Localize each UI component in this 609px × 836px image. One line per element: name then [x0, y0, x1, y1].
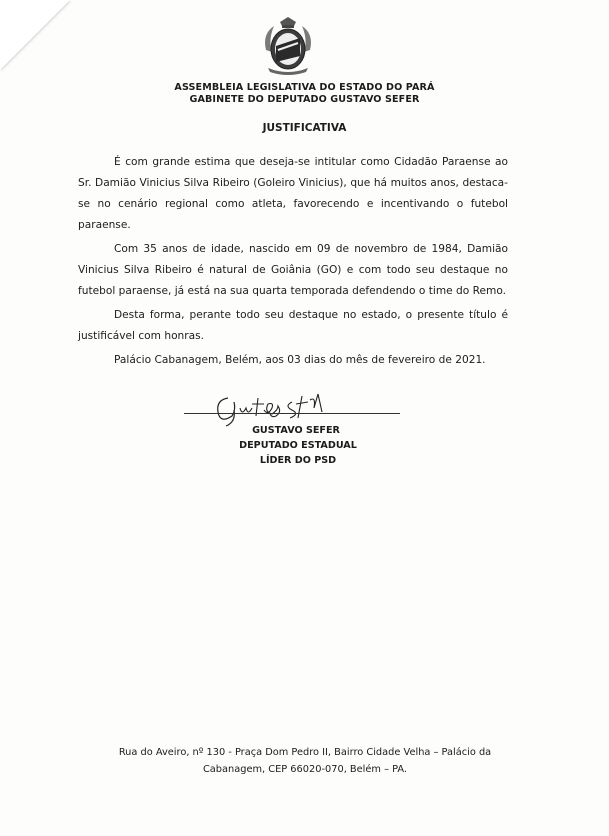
signature-line: [184, 413, 400, 414]
assembly-name: ASSEMBLEIA LEGISLATIVA DO ESTADO DO PARÁ: [174, 82, 435, 93]
page-corner-fold: [0, 0, 70, 70]
office-name: GABINETE DO DEPUTADO GUSTAVO SEFER: [189, 94, 420, 105]
handwritten-signature: [206, 388, 356, 428]
paragraph-bio: Com 35 anos de idade, nascido em 09 de novembro de 1984, Damião Vinicius Silva Ribeiro é natural de Goiânia (GO) e com todo seu destaque no futebol paraense, já está na sua quarta temporada defendendo o time do Remo.: [78, 243, 508, 297]
footer-address-line2: Cabanagem, CEP 66020-070, Belém – PA.: [202, 764, 408, 775]
signer-party-role: LÍDER DO PSD: [259, 455, 337, 466]
signer-name: GUSTAVO SEFER: [252, 425, 340, 436]
paragraph-place-date: Palácio Cabanagem, Belém, aos 03 dias do mês de fevereiro de 2021.: [114, 354, 486, 366]
paragraph-conclusion: Desta forma, perante todo seu destaque no estado, o presente título é justificável com honras.: [78, 309, 508, 342]
signer-role: DEPUTADO ESTADUAL: [239, 440, 357, 451]
state-crest-icon: [258, 16, 318, 78]
document-body: [78, 152, 508, 374]
paragraph-intro: É com grande estima que deseja-se intitular como Cidadão Paraense ao Sr. Damião Vinicius Silva Ribeiro (Goleiro Vinicius), que há muitos anos, destaca-se no cenário regional como atleta, favorecendo e incentivando o futebol paraense.: [78, 156, 508, 231]
footer-address-line1: Rua do Aveiro, nº 130 - Praça Dom Pedro II, Bairro Cidade Velha – Palácio da: [118, 747, 492, 758]
document-title: JUSTIFICATIVA: [262, 122, 347, 134]
